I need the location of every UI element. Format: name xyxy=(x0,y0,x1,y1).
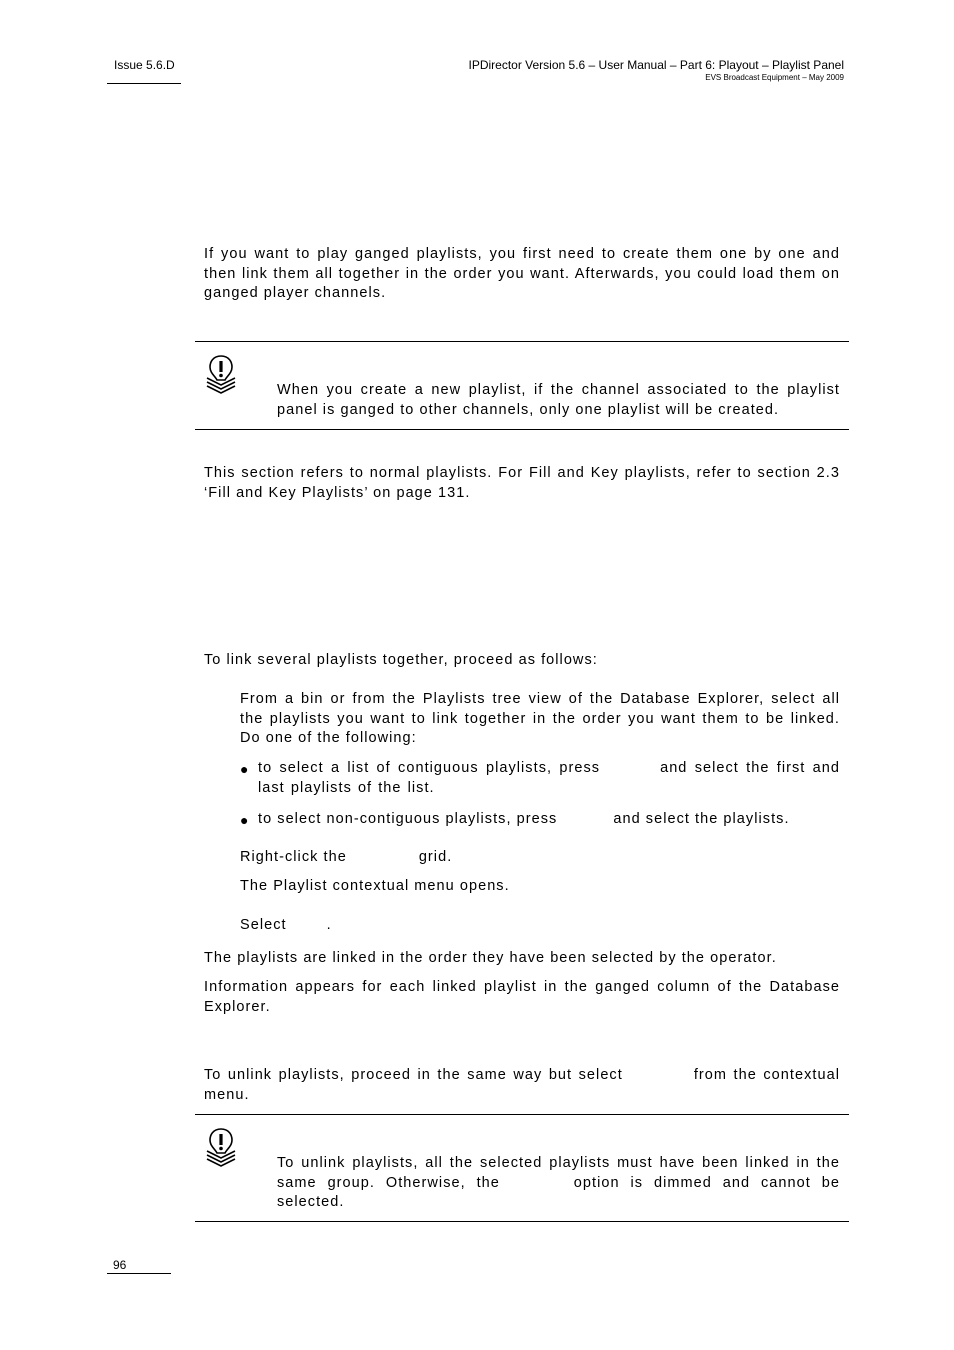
bullet-2-text xyxy=(258,810,840,830)
step-2-text xyxy=(240,848,840,868)
unlink-paragraph xyxy=(204,1066,840,1105)
note-exclamation-icon xyxy=(203,354,239,394)
intro-paragraph: If you want to play ganged playlists, you first need to create them one by one and then link them all together in the order you want. Afterwards, you could load them on ganged player channels. xyxy=(204,246,840,301)
step-2-before: Right-click the xyxy=(240,849,347,865)
step-3-before: Select xyxy=(240,917,287,933)
step-3-text xyxy=(240,916,840,936)
note-bottom-rule xyxy=(195,429,849,430)
bullet-1-text xyxy=(258,759,840,798)
bullet-2-after: and select the playlists. xyxy=(613,811,790,827)
footer-rule xyxy=(107,1273,171,1274)
step-2-result: The Playlist contextual menu opens. xyxy=(240,878,510,894)
result-2-paragraph: Information appears for each linked playlist in the ganged column of the Database Explorer. xyxy=(204,979,840,1015)
step-3-after: . xyxy=(326,917,332,933)
note2-before: To unlink playlists, all the selected playlists must have been linked in the same group. Otherwise, the xyxy=(277,1155,840,1191)
header-title: IPDirector Version 5.6 – User Manual – Part 6: Playout – Playlist Panel xyxy=(468,58,844,72)
section-reference-paragraph: This section refers to normal playlists. For Fill and Key playlists, refer to section 2.3 ‘Fill and Key Playlists’ on page 131. xyxy=(204,465,840,501)
note-top-rule xyxy=(195,341,849,342)
note-bottom-rule xyxy=(195,1221,849,1222)
step-2-after: grid. xyxy=(418,849,453,865)
page-number: 96 xyxy=(113,1258,127,1272)
unlink-before: To unlink playlists, proceed in the same way but select xyxy=(204,1067,623,1083)
note2-after: option is dimmed and cannot be selected. xyxy=(277,1174,840,1210)
step-1-text: From a bin or from the Playlists tree view of the Database Explorer, select all the playlists you want to link together in the order you want them to be linked. Do one of the following: xyxy=(240,691,840,746)
bullet-marker: ● xyxy=(240,761,249,777)
header-issue: Issue 5.6.D xyxy=(114,58,175,72)
header-rule xyxy=(107,83,181,84)
header-subtitle: EVS Broadcast Equipment – May 2009 xyxy=(705,73,844,82)
bullet-2-before: to select non-contiguous playlists, press xyxy=(258,811,558,827)
note-top-rule xyxy=(195,1114,849,1115)
note-exclamation-icon xyxy=(203,1127,239,1167)
link-procedure-intro: To link several playlists together, proceed as follows: xyxy=(204,652,598,668)
result-1-paragraph: The playlists are linked in the order they have been selected by the operator. xyxy=(204,950,777,966)
bullet-1-after: and select the first and last playlists of the list. xyxy=(258,760,841,796)
bullet-1-before: to select a list of contiguous playlists, press xyxy=(258,760,601,776)
note1-text: When you create a new playlist, if the channel associated to the playlist panel is ganged to other channels, only one playlist will be created. xyxy=(277,382,840,418)
bullet-marker: ● xyxy=(240,812,249,828)
note2-text xyxy=(277,1154,840,1213)
unlink-after: from the contextual menu. xyxy=(204,1067,840,1103)
